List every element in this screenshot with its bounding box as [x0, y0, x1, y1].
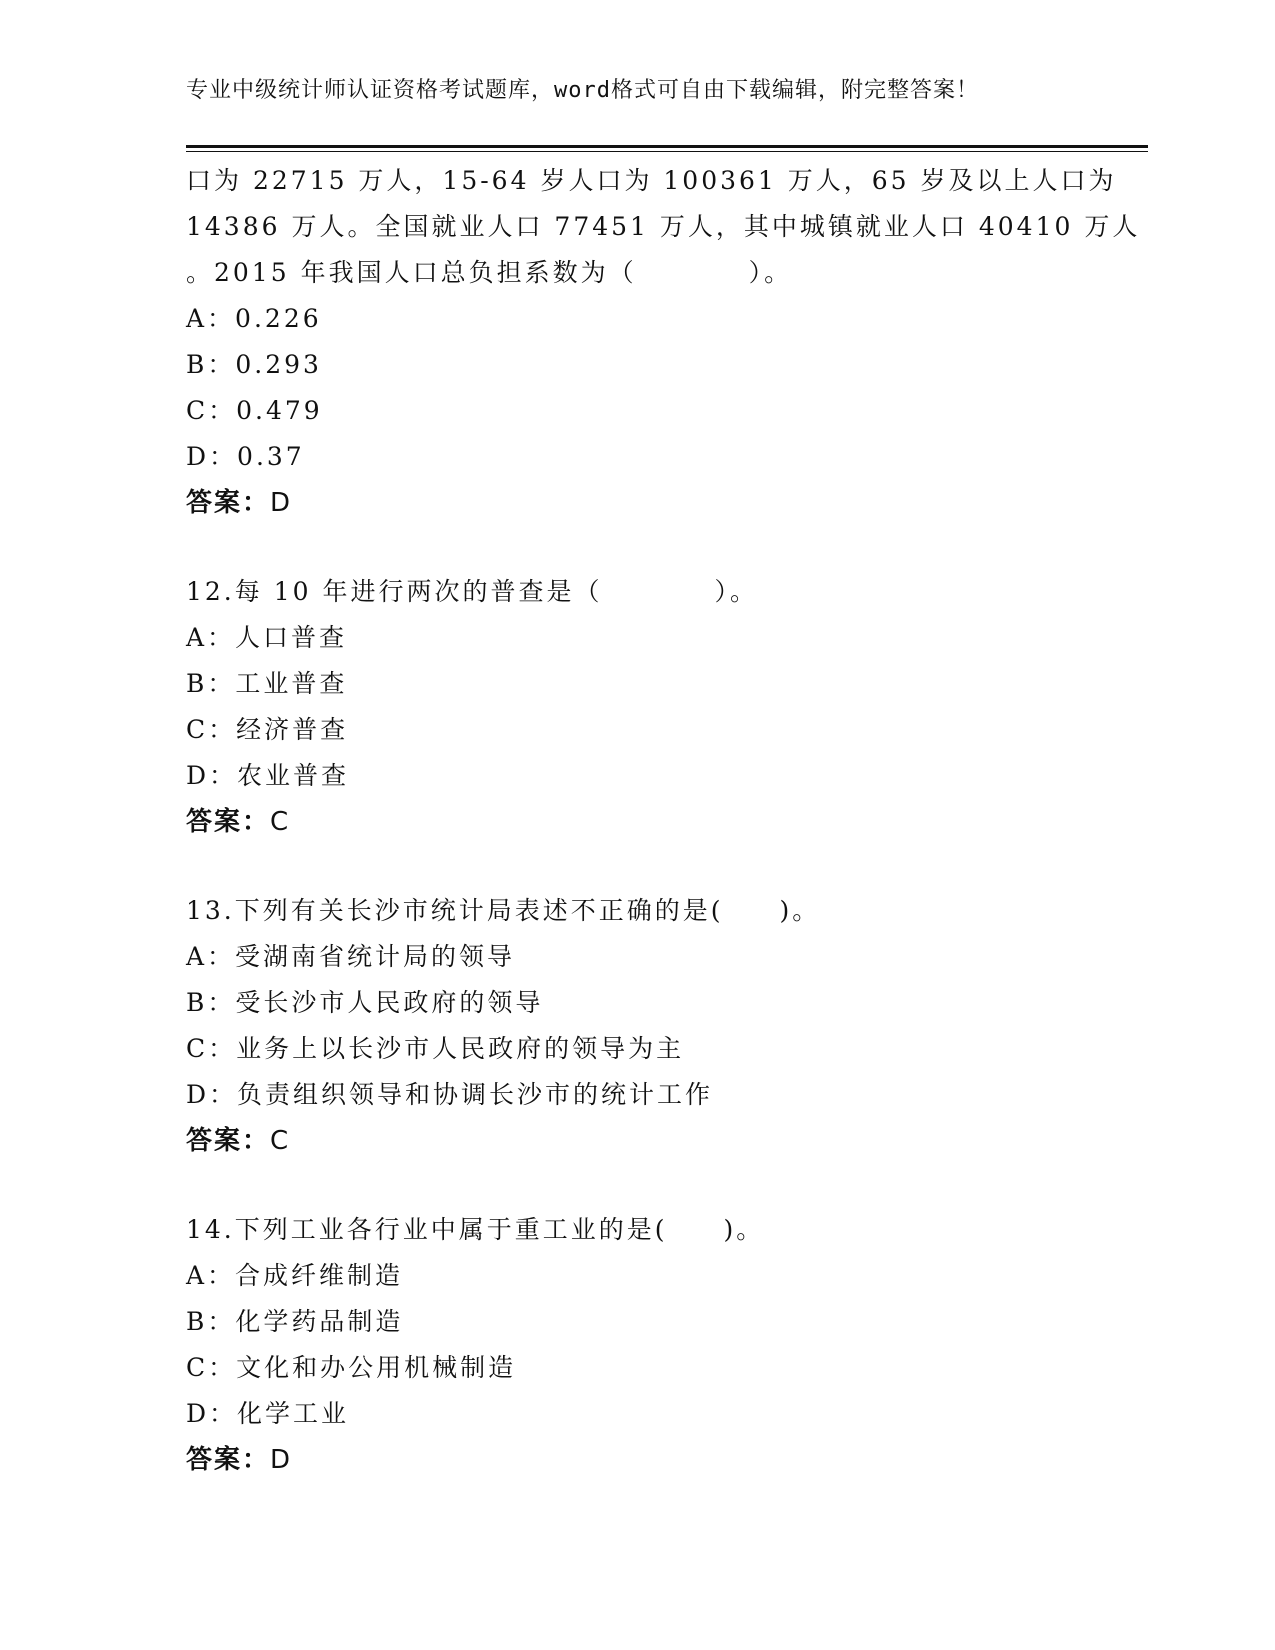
answer-line	[186, 1437, 1146, 1483]
answer-label: 答案：	[186, 1126, 271, 1156]
question-stem: 14.下列工业各行业中属于重工业的是( )。	[186, 1215, 765, 1244]
answer-line	[186, 799, 1146, 845]
option-a: A：0.226	[186, 304, 322, 333]
question-list	[186, 158, 1146, 1483]
header-rule-thick	[186, 145, 1148, 148]
question-stem-line: 。2015 年我国人口总负担系数为（ ）。	[186, 258, 793, 287]
option-b: B：化学药品制造	[186, 1307, 404, 1336]
option-d: D：负责组织领导和协调长沙市的统计工作	[186, 1080, 714, 1109]
question-stem-line: 口为 22715 万人，15-64 岁人口为 100361 万人，65 岁及以上人口为	[186, 166, 1117, 195]
answer-label: 答案：	[186, 488, 271, 518]
answer-label: 答案：	[186, 807, 271, 837]
answer-line	[186, 1118, 1146, 1164]
option-a: A：人口普查	[186, 623, 348, 652]
option-b: B：0.293	[186, 350, 322, 379]
question-stem-line: 14386 万人。全国就业人口 77451 万人，其中城镇就业人口 40410 万人	[186, 212, 1141, 241]
question-13	[186, 888, 1146, 1164]
option-c: C：经济普查	[186, 715, 349, 744]
question-stem: 12.每 10 年进行两次的普查是（ ）。	[186, 577, 758, 606]
option-a: A：合成纤维制造	[186, 1261, 404, 1290]
page-header: 专业中级统计师认证资格考试题库，word格式可自由下载编辑，附完整答案！	[186, 78, 979, 103]
question-stem: 13.下列有关长沙市统计局表述不正确的是( )。	[186, 896, 821, 925]
question-12	[186, 569, 1146, 845]
answer-value: D	[270, 1445, 293, 1475]
answer-value: C	[270, 1126, 291, 1156]
header-rule-thin	[186, 151, 1148, 152]
option-a: A：受湖南省统计局的领导	[186, 942, 516, 971]
answer-value: D	[270, 488, 293, 518]
answer-value: C	[270, 807, 291, 837]
option-d: D：0.37	[186, 442, 305, 471]
answer-line	[186, 480, 1146, 526]
question-11	[186, 158, 1146, 526]
option-b: B：受长沙市人民政府的领导	[186, 988, 544, 1017]
answer-label: 答案：	[186, 1445, 271, 1475]
option-c: C：业务上以长沙市人民政府的领导为主	[186, 1034, 685, 1063]
option-d: D：农业普查	[186, 761, 350, 790]
option-c: C：文化和办公用机械制造	[186, 1353, 517, 1382]
option-c: C：0.479	[186, 396, 323, 425]
question-14	[186, 1207, 1146, 1483]
option-d: D：化学工业	[186, 1399, 350, 1428]
option-b: B：工业普查	[186, 669, 348, 698]
